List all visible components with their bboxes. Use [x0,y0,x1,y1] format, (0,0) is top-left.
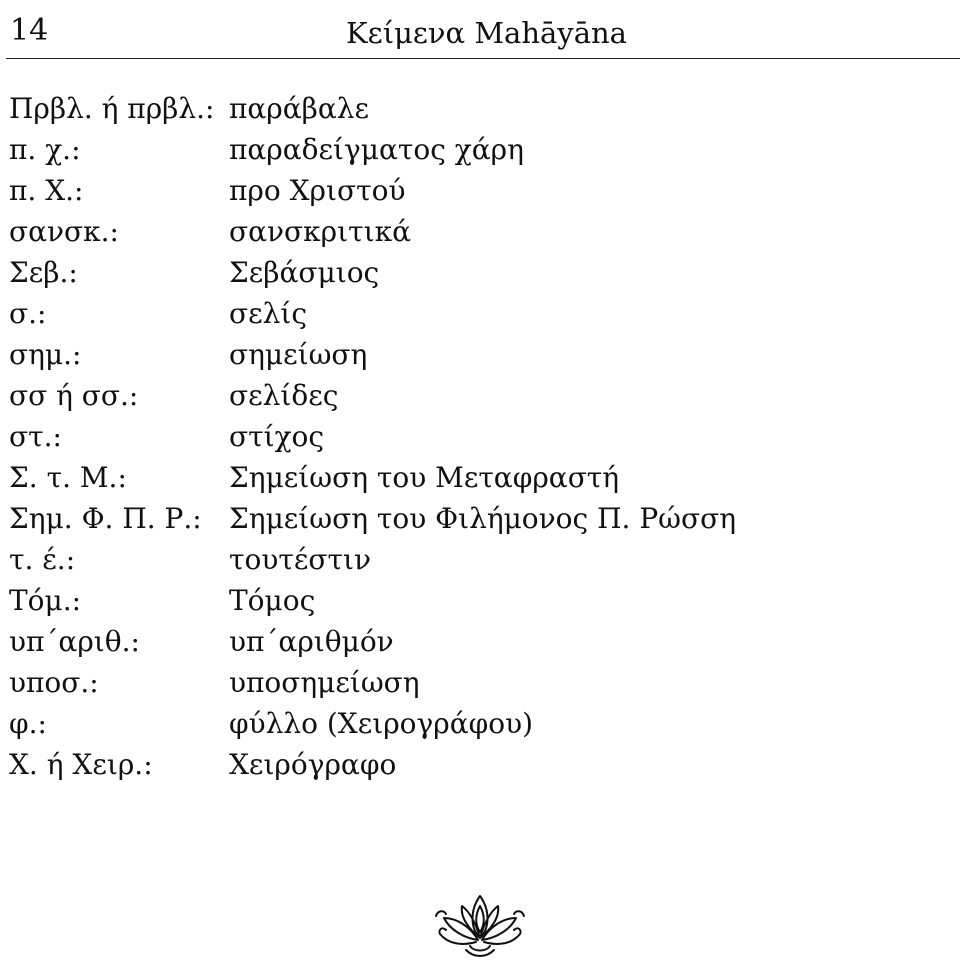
abbreviation-row [9,172,949,213]
abbreviation-term: Τόμ.: [9,584,82,617]
abbreviation-row [9,623,949,664]
abbreviation-meaning: Χειρόγραφο [229,748,397,781]
abbreviation-term: Σεβ.: [9,256,78,289]
abbreviation-meaning: υποσημείωση [229,666,420,699]
abbreviation-term: υπ΄αριθ.: [9,625,140,658]
abbreviation-row [9,90,949,131]
abbreviation-row [9,705,949,746]
abbreviation-term: σανσκ.: [9,215,119,248]
page-number: 14 [10,13,49,48]
abbreviation-term: π. Χ.: [9,174,84,207]
abbreviation-meaning: Τόμος [229,584,316,617]
abbreviation-term: φ.: [9,707,47,740]
abbreviation-meaning: παραδείγματος χάρη [229,133,524,166]
abbreviation-row [9,541,949,582]
abbreviation-row [9,746,949,787]
abbreviation-meaning: παράβαλε [229,92,370,125]
abbreviation-term: σσ ή σσ.: [9,379,139,412]
abbreviation-meaning: Σημείωση του Φιλήμονος Π. Ρώσση [229,502,737,535]
abbreviation-row [9,131,949,172]
abbreviation-term: Σ. τ. Μ.: [9,461,127,494]
abbreviation-meaning: σανσκριτικά [229,215,411,248]
lotus-ornament-icon [430,888,530,960]
abbreviation-meaning: Σεβάσμιος [229,256,380,289]
abbreviation-term: Χ. ή Χειρ.: [9,748,153,781]
abbreviation-meaning: σελίδες [229,379,339,412]
abbreviation-term: σ.: [9,297,47,330]
page-header [6,0,960,59]
abbreviation-list [9,90,949,787]
abbreviation-meaning: τουτέστιν [229,543,371,576]
abbreviation-row [9,459,949,500]
abbreviation-row [9,254,949,295]
abbreviation-row [9,582,949,623]
running-title: Κείμενα Mahāyāna [346,16,627,50]
abbreviation-row [9,213,949,254]
abbreviation-term: υποσ.: [9,666,99,699]
abbreviation-meaning: στίχος [229,420,325,453]
abbreviation-meaning: προ Χριστού [229,174,406,207]
abbreviation-row [9,295,949,336]
abbreviation-row [9,500,949,541]
abbreviation-row [9,664,949,705]
abbreviation-row [9,336,949,377]
abbreviation-meaning: Σημείωση του Μεταφραστή [229,461,620,494]
abbreviation-term: στ.: [9,420,62,453]
abbreviation-row [9,377,949,418]
abbreviation-term: Σημ. Φ. Π. Ρ.: [9,502,202,535]
abbreviation-term: σημ.: [9,338,82,371]
abbreviation-term: τ. έ.: [9,543,76,576]
abbreviation-meaning: σημείωση [229,338,368,371]
abbreviation-meaning: υπ΄αριθμόν [229,625,394,658]
abbreviation-term: π. χ.: [9,133,81,166]
abbreviation-term: Πρβλ. ή πρβλ.: [9,92,215,125]
abbreviation-row [9,418,949,459]
abbreviation-meaning: φύλλο (Χειρογράφου) [229,707,534,740]
abbreviation-meaning: σελίς [229,297,308,330]
